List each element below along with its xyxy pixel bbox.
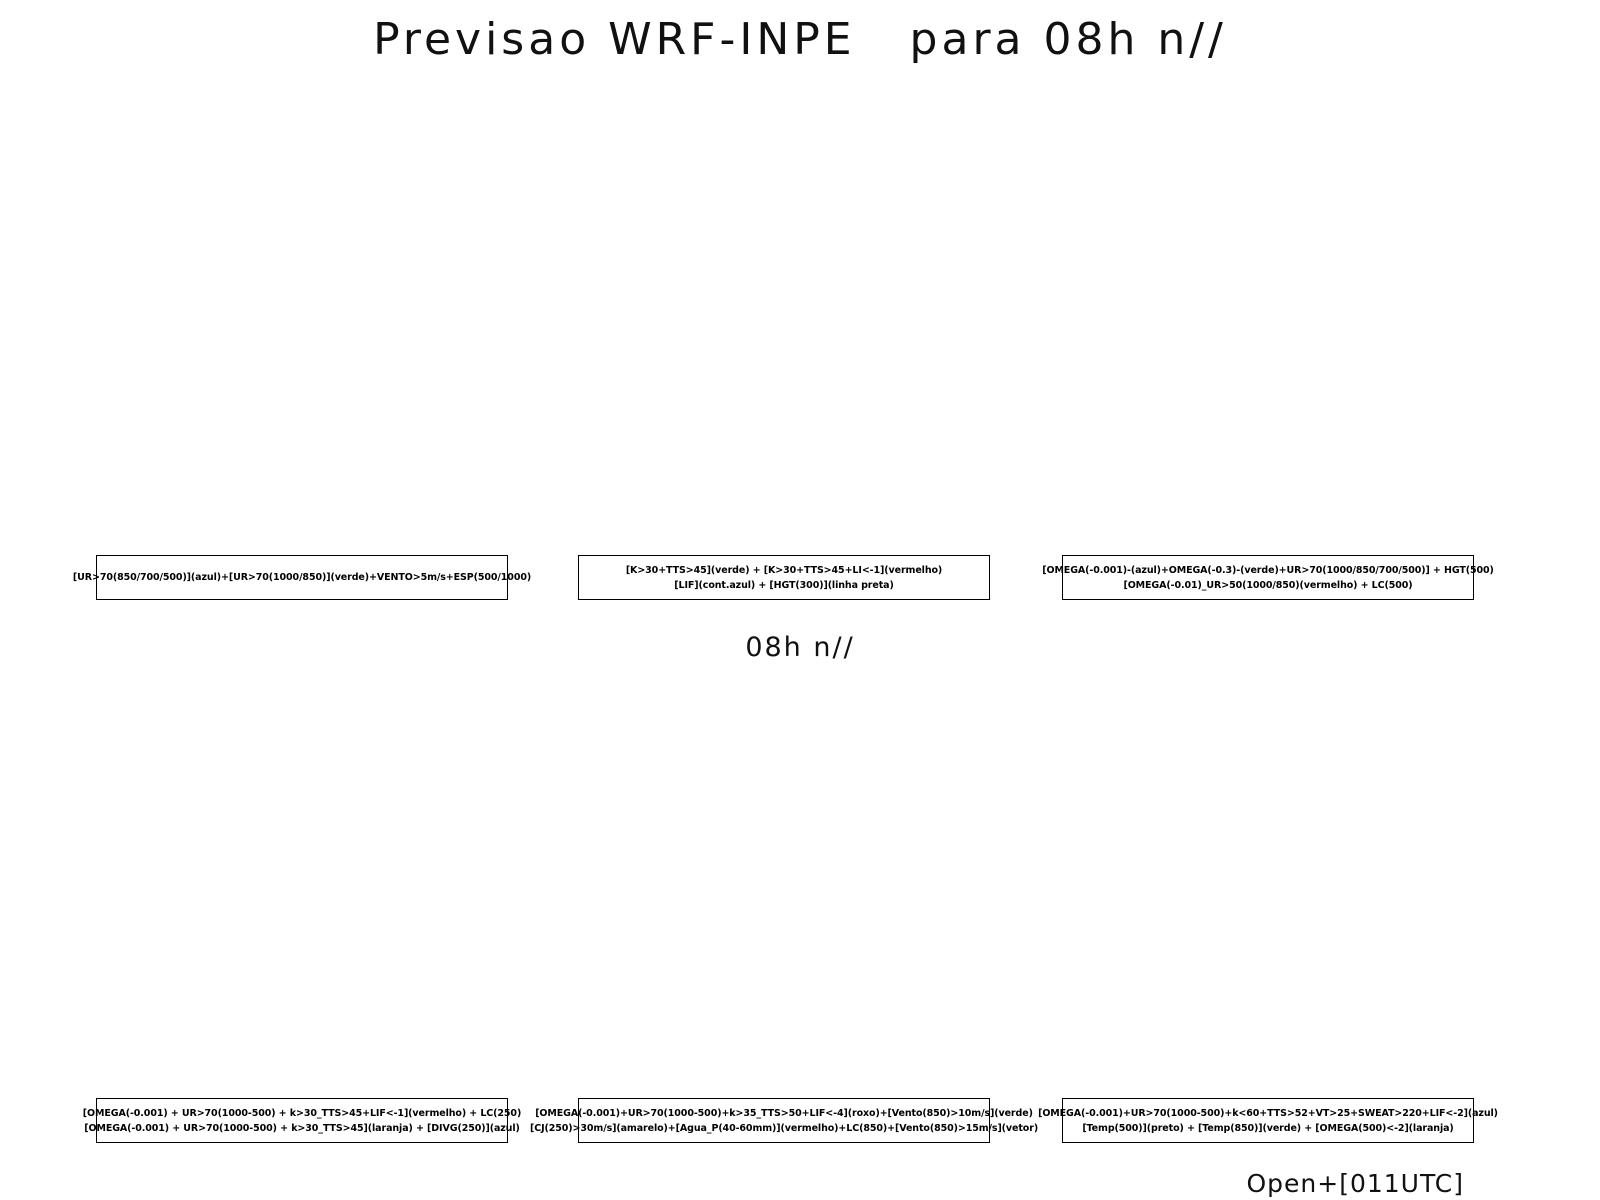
legend-line: [OMEGA(-0.001)-(azul)+OMEGA(-0.3)-(verde)+UR>70(1000/850/700/500)] + HGT(500) <box>1042 564 1494 576</box>
middle-time-label: 08h n// <box>745 632 855 663</box>
page-title: Previsao WRF-INPE para 08h n// <box>373 14 1227 65</box>
legend-panel-top-middle <box>578 555 990 600</box>
legend-panel-top-right <box>1042 555 1494 600</box>
legend-line: [UR>70(850/700/500)](azul)+[UR>70(1000/850)](verde)+VENTO>5m/s+ESP(500/1000) <box>72 572 532 583</box>
legend-line: [OMEGA(-0.01)_UR>50(1000/850)(vermelho) + LC(500) <box>1123 579 1413 591</box>
legend-panel-bottom-left <box>82 1098 522 1143</box>
legend-line: [OMEGA(-0.001)+UR>70(1000-500)+k<60+TTS>52+VT>25+SWEAT>220+LIF<-2](azul) <box>1038 1107 1498 1119</box>
legend-line: [LIF](cont.azul) + [HGT(300)](linha preta) <box>674 579 894 591</box>
legend-line: [OMEGA(-0.001) + UR>70(1000-500) + k>30_TTS>45](laranja) + [DIVG(250)](azul) <box>84 1122 520 1134</box>
legend-line: [K>30+TTS>45](verde) + [K>30+TTS>45+LI<-1](vermelho) <box>625 564 943 576</box>
legend-panel-top-left <box>72 555 532 600</box>
legend-line: [OMEGA(-0.001)+UR>70(1000-500)+k>35_TTS>50+LIF<-4](roxo)+[Vento(850)>10m/s](verde) <box>535 1107 1033 1119</box>
legend-line: [Temp(500)](preto) + [Temp(850)](verde) + [OMEGA(500)<-2](laranja) <box>1082 1122 1454 1134</box>
legend-panel-bottom-middle <box>529 1098 1039 1143</box>
footer-time-label: Open+[011UTC] <box>1246 1169 1464 1198</box>
legend-panel-bottom-right <box>1038 1098 1498 1143</box>
legend-line: [OMEGA(-0.001) + UR>70(1000-500) + k>30_TTS>45+LIF<-1](vermelho) + LC(250) <box>82 1107 522 1119</box>
legend-line: [CJ(250)>30m/s](amarelo)+[Agua_P(40-60mm)](vermelho)+LC(850)+[Vento(850)>15m/s](vetor) <box>529 1122 1039 1134</box>
